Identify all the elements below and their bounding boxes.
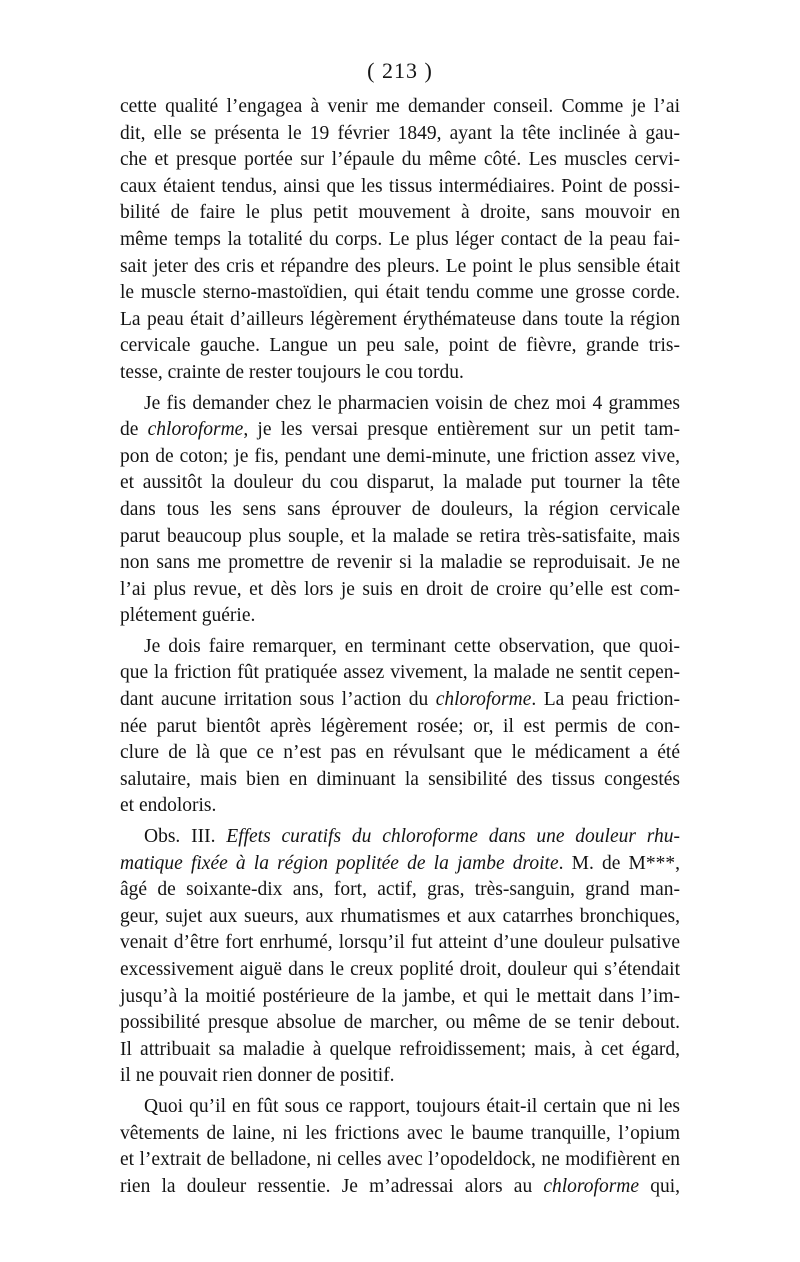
text-line: Obs. III. Effets curatifs du chloroforme dans une douleur rhu- [144, 826, 681, 848]
text-line: possibilité presque absolue de marcher, ou même de se tenir debout. [120, 1012, 680, 1034]
text-line: que la friction fût pratiquée assez vivement, la malade ne sentit cepen- [120, 662, 680, 684]
text-line: salutaire, mais bien en diminuant la sensibilité des tissus congestés [120, 768, 680, 790]
text-line: excessivement aiguë dans le creux poplité droit, douleur qui s’étendait [120, 959, 680, 980]
text-line: même temps la totalité du corps. Le plus léger contact de la peau fai- [120, 228, 680, 250]
text-line: Je fis demander chez le pharmacien voisin de chez moi 4 grammes [144, 392, 680, 414]
text-line: née parut bientôt après légèrement rosée; or, il est permis de con- [120, 715, 680, 737]
text-line: parut beaucoup plus souple, et la malade se retira très-satisfaite, mais [120, 525, 680, 547]
paragraph-2 [120, 391, 680, 630]
page-number: ( 213 ) [367, 58, 433, 83]
body-text [120, 94, 680, 1200]
text-line: La peau était d’ailleurs légèrement érythémateuse dans toute la région [120, 308, 680, 330]
text-line: de chloroforme, je les versai presque entièrement sur un petit tam- [120, 419, 680, 441]
text-line: et endoloris. [120, 795, 217, 817]
text-line: tesse, crainte de rester toujours le cou tordu. [120, 361, 464, 383]
text-line: vêtements de laine, ni les frictions avec le baume tranquille, l’opium [120, 1122, 680, 1144]
text-line: rien la douleur ressentie. Je m’adressai alors au chloroforme qui, [120, 1175, 680, 1197]
text-line: che et presque portée sur l’épaule du même côté. Les muscles cervi- [120, 149, 680, 171]
paragraph-4-observation-3 [120, 824, 680, 1090]
text-line: non sans me promettre de revenir si la maladie se reproduisait. Je ne [120, 552, 680, 574]
text-line: cervicale gauche. Langue un peu sale, point de fièvre, grande tris- [120, 335, 680, 357]
text-line: Il attribuait sa maladie à quelque refroidissement; mais, à cet égard, [120, 1038, 680, 1060]
paragraph-5 [120, 1094, 680, 1200]
text-line: cette qualité l’engagea à venir me demander conseil. Comme je l’ai [120, 96, 680, 117]
text-line: venait d’être fort enrhumé, lorsqu’il fut atteint d’une douleur pulsative [120, 932, 680, 954]
text-line: sait jeter des cris et répandre des pleurs. Le point le plus sensible était [120, 255, 680, 277]
paragraph-1 [120, 94, 680, 387]
text-line: dant aucune irritation sous l’action du chloroforme. La peau friction- [120, 689, 681, 711]
text-line: âgé de soixante-dix ans, fort, actif, gras, très-sanguin, grand man- [120, 879, 680, 901]
text-line: le muscle sterno-mastoïdien, qui était tendu comme une grosse corde. [120, 282, 680, 304]
text-line: l’ai plus revue, et dès lors je suis en droit de croire qu’elle est com- [120, 578, 680, 600]
text-line: caux étaient tendus, ainsi que les tissus intermédiaires. Point de possi- [120, 175, 680, 197]
text-line: jusqu’à la moitié postérieure de la jambe, et qui le mettait dans l’im- [120, 985, 680, 1007]
text-line: et aussitôt la douleur du cou disparut, la malade put tourner la tête [120, 472, 680, 494]
text-line: bilité de faire le plus petit mouvement à droite, sans mouvoir en [120, 202, 680, 224]
text-line: geur, sujet aux sueurs, aux rhumatismes et aux catarrhes bronchiques, [120, 905, 680, 927]
text-line: Quoi qu’il en fût sous ce rapport, toujours était-il certain que ni les [144, 1095, 680, 1117]
text-line: dans tous les sens sans éprouver de douleurs, la région cervicale [120, 498, 680, 520]
text-line: clure de là que ce n’est pas en révulsant que le médicament a été [120, 742, 680, 764]
text-line: il ne pouvait rien donner de positif. [120, 1065, 395, 1087]
text-line: et l’extrait de belladone, ni celles avec l’opodeldock, ne modifièrent en [120, 1149, 680, 1171]
paragraph-3 [120, 634, 680, 820]
text-line: matique fixée à la région poplitée de la jambe droite. M. de M***, [120, 852, 680, 874]
text-line: pon de coton; je fis, pendant une demi-minute, une friction assez vive, [120, 445, 680, 467]
text-line: Je dois faire remarquer, en terminant cette observation, que quoi- [144, 635, 680, 657]
text-line: dit, elle se présenta le 19 février 1849, ayant la tête inclinée à gau- [120, 122, 680, 144]
text-line: plétement guérie. [120, 605, 256, 627]
